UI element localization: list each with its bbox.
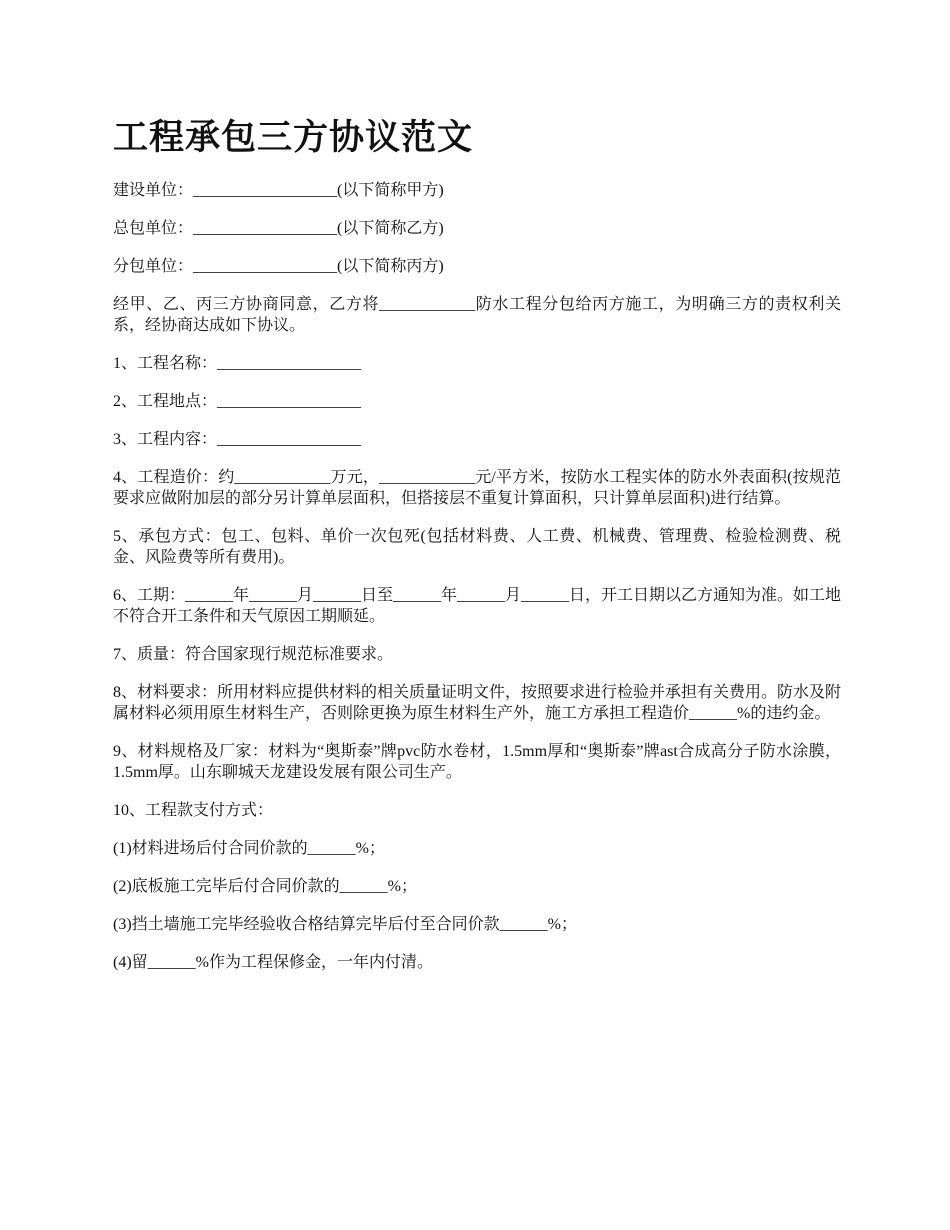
clause-project-cost: 4、工程造价：约____________万元，____________元/平方米，按防水工程实体的防水外表面积(按规范要求应做附加层的部分另计算单层面积，但搭接层不重复计算面积，只计算单层面积)进行结算。 [113,469,841,507]
clause-contract-method: 5、承包方式：包工、包料、单价一次包死(包括材料费、人工费、机械费、管理费、检验检测费、税金、风险费等所有费用)。 [113,528,841,566]
clause-quality: 7、质量：符合国家现行规范标准要求。 [113,646,394,663]
paragraph-party-b: 总包单位：__________________(以下简称乙方) [113,220,444,237]
payment-item-4: (4)留______%作为工程保修金，一年内付清。 [113,954,433,971]
paragraph-intro: 经甲、乙、丙三方协商同意，乙方将____________防水工程分包给丙方施工，为明确三方的责权利关系，经协商达成如下协议。 [113,296,841,334]
clause-project-name: 1、工程名称：__________________ [113,355,362,372]
clause-material-specs: 9、材料规格及厂家：材料为“奥斯泰”牌pvc防水卷材，1.5mm厚和“奥斯泰”牌ast合成高分子防水涂膜，1.5mm厚。山东聊城天龙建设发展有限公司生产。 [113,743,841,781]
clause-project-location: 2、工程地点：__________________ [113,393,362,410]
document-title: 工程承包三方协议范文 [113,118,474,157]
clause-schedule: 6、工期：______年______月______日至______年______月______日，开工日期以乙方通知为准。如工地不符合开工条件和天气原因工期顺延。 [113,587,842,625]
payment-item-1: (1)材料进场后付合同价款的______%； [113,840,385,857]
clause-material-requirements: 8、材料要求：所用材料应提供材料的相关质量证明文件，按照要求进行检验并承担有关费用。防水及附属材料必须用原生材料生产，否则除更换为原生材料生产外，施工方承担工程造价______%的违约金。 [113,684,842,722]
document-page [113,112,841,990]
clause-payment-method: 10、工程款支付方式： [113,802,274,819]
payment-item-3: (3)挡土墙施工完毕经验收合格结算完毕后付至合同价款______%； [113,916,577,933]
paragraph-party-a: 建设单位：__________________(以下简称甲方) [113,182,444,199]
payment-item-2: (2)底板施工完毕后付合同价款的______%； [113,878,417,895]
paragraph-party-c: 分包单位：__________________(以下简称丙方) [113,258,444,275]
clause-project-content: 3、工程内容：__________________ [113,431,362,448]
